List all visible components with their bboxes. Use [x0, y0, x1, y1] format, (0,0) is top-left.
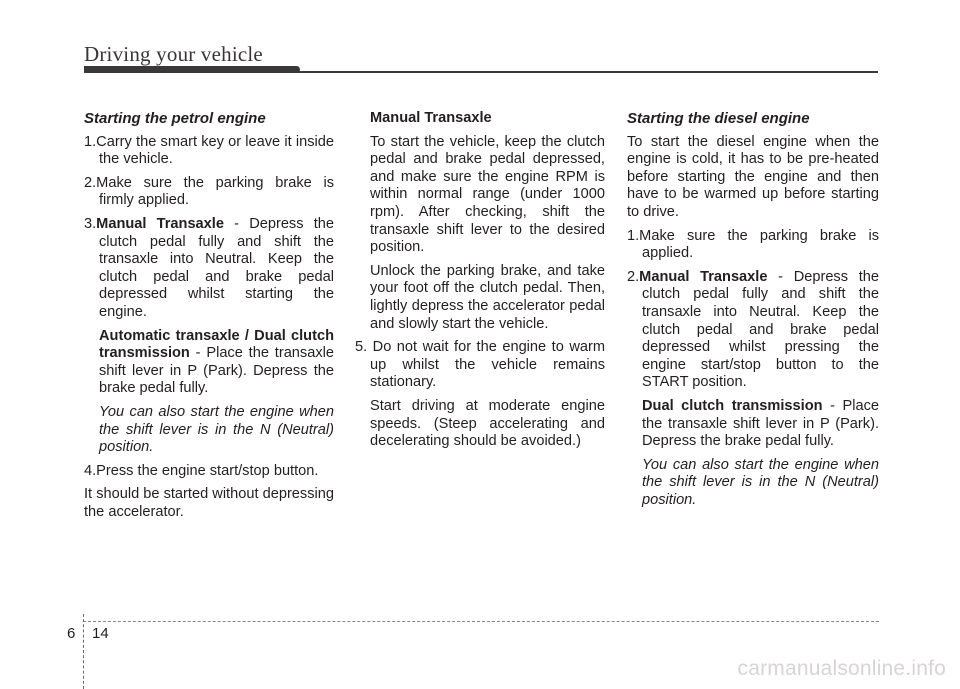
page-header-title: Driving your vehicle: [84, 42, 263, 66]
footer-chapter-number: 6: [67, 625, 76, 642]
manual-transaxle-paragraph-2: Unlock the parking brake, and take your foot off the clutch pedal. Then, lightly depress the accelerator pedal and slowly start the vehicle.: [370, 262, 605, 332]
section-title-diesel: Starting the diesel engine: [627, 110, 810, 127]
section-title-petrol: Starting the petrol engine: [84, 110, 266, 127]
diesel-dct-text: - Place the transaxle shift lever in P (Park). Depress the brake pedal fully.: [642, 397, 879, 450]
petrol-step-3-text: - Depress the clutch pedal fully and shift the transaxle into Neutral. Keep the clutch pedal and brake pedal depressed whilst starting the engine.: [99, 215, 334, 320]
column-manual-transaxle: [355, 110, 605, 457]
diesel-step-2: [627, 269, 879, 392]
diesel-step-2-text: - Depress the clutch pedal fully and shift the transaxle into Neutral. Keep the clutch pedal and brake pedal depressed whilst pressing the engine start/stop button to the START position.: [642, 268, 879, 391]
petrol-step-3-number: 3.: [84, 215, 97, 232]
manual-transaxle-paragraph-1: To start the vehicle, keep the clutch pedal and brake pedal depressed, and make sure the engine RPM is within normal range (under 1000 rpm). After checking, shift the transaxle shift lever to the desired position.: [370, 133, 605, 256]
petrol-step-4: 4.Press the engine start/stop button.: [84, 462, 319, 479]
petrol-step-2: 2.Make sure the parking brake is firmly applied.: [84, 174, 334, 209]
diesel-step-2-number: 2.: [627, 268, 640, 285]
petrol-step-3: [84, 216, 334, 322]
petrol-closing: It should be started without depressing the accelerator.: [84, 486, 334, 520]
diesel-step-1: 1.Make sure the parking brake is applied.: [627, 227, 879, 262]
footer-rule: [83, 621, 879, 622]
diesel-step-2-label: Manual Transaxle: [639, 268, 768, 285]
petrol-automatic-label: Automatic transaxle / Dual clutch transmission: [99, 327, 334, 362]
header-rule-thin: [296, 71, 878, 73]
petrol-automatic-text: - Place the transaxle shift lever in P (Park). Depress the brake pedal fully.: [99, 345, 334, 397]
diesel-dct-paragraph: [627, 398, 879, 451]
petrol-step-3-label: Manual Transaxle: [96, 215, 224, 232]
watermark-text: carmanualsonline.info: [737, 657, 946, 680]
manual-transaxle-title: Manual Transaxle: [370, 110, 492, 126]
footer-page-number: 14: [92, 625, 109, 642]
diesel-note: You can also start the engine when the shift lever is in the N (Neutral) position.: [642, 456, 879, 508]
header-rule-thick: [84, 66, 300, 73]
petrol-note: You can also start the engine when the shift lever is in the N (Neutral) position.: [99, 403, 334, 456]
column-diesel-engine: [627, 110, 879, 515]
step-5-detail: Start driving at moderate engine speeds. (Steep accelerating and decelerating should be avoided.): [370, 397, 605, 450]
petrol-automatic-paragraph: [84, 328, 334, 398]
petrol-step-1: 1.Carry the smart key or leave it inside the vehicle.: [84, 133, 334, 168]
step-5: 5. Do not wait for the engine to warm up whilst the vehicle remains stationary.: [355, 339, 605, 391]
footer-divider: [83, 614, 85, 689]
diesel-dct-label: Dual clutch transmission: [642, 397, 823, 414]
column-petrol-engine: [84, 110, 334, 527]
diesel-intro: To start the diesel engine when the engine is cold, it has to be pre-heated before starting the engine and then have to be warmed up before starting to drive.: [627, 133, 879, 220]
